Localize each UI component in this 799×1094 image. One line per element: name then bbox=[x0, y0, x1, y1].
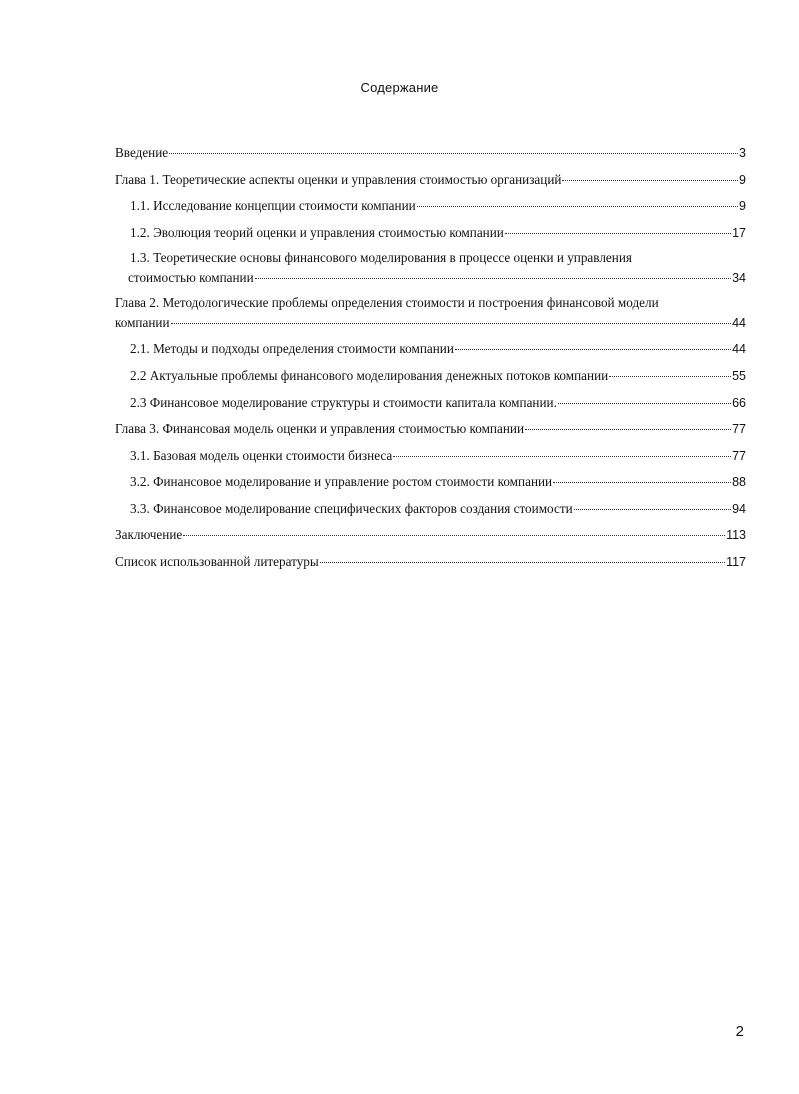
toc-entry-label: 3.2. Финансовое моделирование и управление ростом стоимости компании bbox=[130, 474, 553, 489]
page-number: 2 bbox=[735, 1023, 744, 1040]
dot-leader bbox=[169, 153, 738, 154]
toc-entry-3-1[interactable] bbox=[130, 446, 746, 466]
dot-leader bbox=[255, 278, 731, 279]
toc-entry-conclusion[interactable] bbox=[115, 525, 746, 545]
toc-entry-page: 88 bbox=[732, 475, 746, 489]
toc-entry-label: Введение bbox=[115, 145, 169, 160]
toc-entry-label: Заключение bbox=[115, 527, 183, 542]
toc-entry-label: 1.2. Эволюция теорий оценки и управления стоимостью компании bbox=[130, 225, 504, 240]
toc-entry-label: 2.2 Актуальные проблемы финансового моделирования денежных потоков компании bbox=[130, 368, 609, 383]
dot-leader bbox=[558, 403, 731, 404]
toc-entry-1-1[interactable] bbox=[130, 196, 746, 216]
dot-leader bbox=[183, 535, 725, 536]
toc-entry-label: 3.3. Финансовое моделирование специфических факторов создания стоимости bbox=[130, 501, 573, 516]
toc-entry-page: 3 bbox=[739, 146, 746, 160]
toc-entry-page: 66 bbox=[732, 396, 746, 410]
dot-leader bbox=[505, 233, 731, 234]
toc-entry-3-2[interactable] bbox=[130, 472, 746, 492]
toc-entry-label-line2: компании bbox=[115, 315, 170, 330]
toc-entry-2-3[interactable] bbox=[130, 393, 746, 413]
toc-entry-label: Список использованной литературы bbox=[115, 554, 319, 569]
toc-entry-page: 113 bbox=[726, 528, 746, 542]
page-title: Содержание bbox=[360, 80, 439, 95]
toc-entry-label: 2.1. Методы и подходы определения стоимости компании bbox=[130, 341, 454, 356]
dot-leader bbox=[393, 456, 731, 457]
toc-entry-chapter-3[interactable] bbox=[115, 419, 746, 439]
toc-entry-label-line1: 1.3. Теоретические основы финансового моделирования в процессе оценки и управления bbox=[130, 250, 632, 265]
toc-entry-page: 55 bbox=[732, 369, 746, 383]
toc-entry-page: 44 bbox=[732, 342, 746, 356]
toc-entry-label-line1: Глава 2. Методологические проблемы определения стоимости и построения финансовой модели bbox=[115, 295, 659, 310]
dot-leader bbox=[320, 562, 725, 563]
toc-entry-introduction[interactable] bbox=[115, 143, 746, 163]
toc-entry-page: 94 bbox=[732, 502, 746, 516]
dot-leader bbox=[525, 429, 731, 430]
toc-entry-2-2[interactable] bbox=[130, 366, 746, 386]
toc-entry-label: Глава 1. Теоретические аспекты оценки и управления стоимостью организаций bbox=[115, 172, 562, 187]
toc-entry-label-line2: стоимостью компании bbox=[128, 270, 254, 285]
toc-entry-page: 44 bbox=[732, 316, 746, 330]
toc-entry-1-3[interactable] bbox=[130, 248, 746, 288]
dot-leader bbox=[171, 323, 732, 324]
toc-entry-page: 9 bbox=[739, 173, 746, 187]
dot-leader bbox=[574, 509, 731, 510]
dot-leader bbox=[609, 376, 731, 377]
toc-entry-3-3[interactable] bbox=[130, 499, 746, 519]
toc-entry-page: 17 bbox=[732, 226, 746, 240]
toc-entry-label: 2.3 Финансовое моделирование структуры и стоимости капитала компании. bbox=[130, 395, 557, 410]
dot-leader bbox=[417, 206, 738, 207]
toc-entry-page: 9 bbox=[739, 199, 746, 213]
toc-entry-label: Глава 3. Финансовая модель оценки и управления стоимостью компании bbox=[115, 421, 525, 436]
toc-entry-page: 77 bbox=[732, 422, 746, 436]
dot-leader bbox=[455, 349, 731, 350]
toc-entry-bibliography[interactable] bbox=[115, 552, 746, 572]
dot-leader bbox=[562, 180, 738, 181]
dot-leader bbox=[553, 482, 731, 483]
toc-entry-label: 1.1. Исследование концепции стоимости компании bbox=[130, 198, 416, 213]
toc-entry-label: 3.1. Базовая модель оценки стоимости бизнеса bbox=[130, 448, 393, 463]
toc-entry-page: 77 bbox=[732, 449, 746, 463]
toc-entry-1-2[interactable] bbox=[130, 223, 746, 243]
toc-entry-chapter-2[interactable] bbox=[115, 293, 746, 333]
toc-entry-page: 117 bbox=[726, 555, 746, 569]
toc-entry-2-1[interactable] bbox=[130, 339, 746, 359]
toc-entry-chapter-1[interactable] bbox=[115, 170, 746, 190]
toc-entry-page: 34 bbox=[732, 271, 746, 285]
